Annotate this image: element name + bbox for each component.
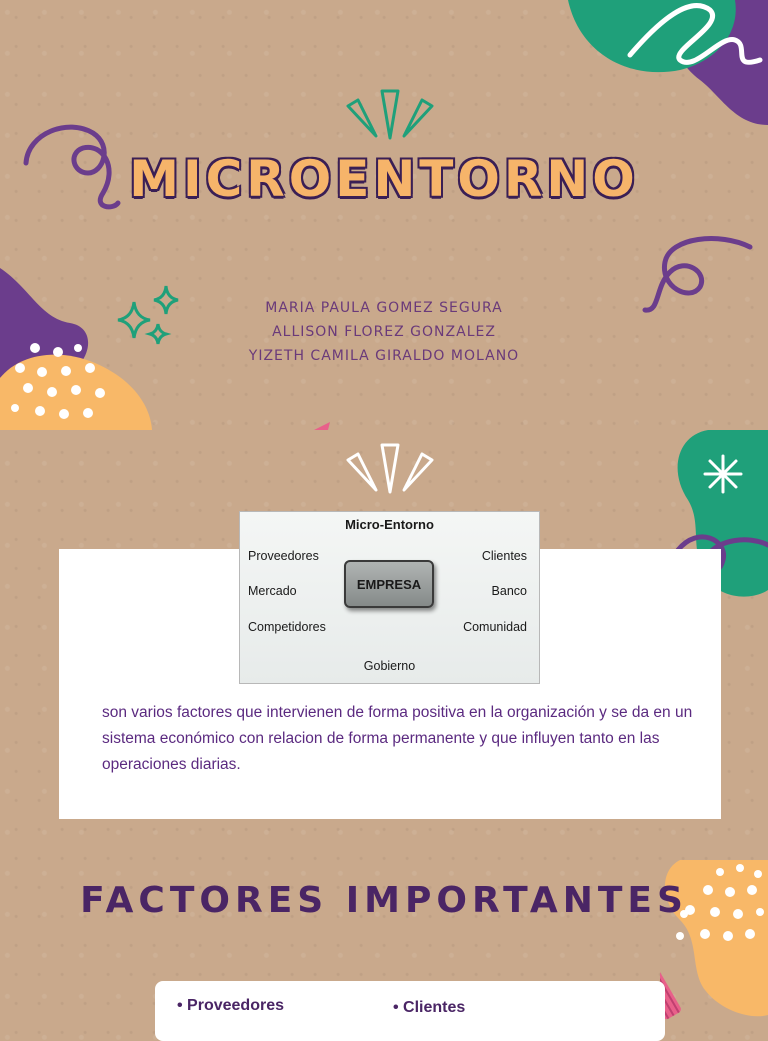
bullet-item-proveedores: • Proveedores: [177, 997, 284, 1014]
diagram-right-2: Banco: [491, 584, 527, 598]
bullet-label: Clientes: [403, 999, 466, 1016]
author-2: ALLISON FLOREZ GONZALEZ: [272, 324, 496, 340]
bullet-item-clientes: • Clientes: [393, 999, 466, 1016]
author-1: MARIA PAULA GOMEZ SEGURA: [265, 300, 503, 316]
description-text: son varios factores que intervienen de forma positiva en la organización y se da en un sistema económico con relacion de forma permanente y que influyen tanto en las operaciones diarias.: [102, 704, 693, 773]
diagram-right-3: Comunidad: [463, 620, 527, 634]
pink-mark-decoration: [312, 420, 332, 432]
sparkle-white-icon: [342, 440, 438, 500]
diagram-left-2: Mercado: [248, 584, 297, 598]
section-title: FACTORES IMPORTANTES: [80, 880, 688, 921]
sparkle-top-icon: [342, 86, 438, 146]
diagram-bottom: Gobierno: [363, 659, 416, 673]
diagram-left-3: Competidores: [248, 620, 326, 634]
bullet-label: Proveedores: [187, 997, 284, 1014]
diagram-left-1: Proveedores: [248, 549, 319, 563]
page-title: MICROENTORNO: [129, 150, 639, 208]
author-3: YIZETH CAMILA GIRALDO MOLANO: [248, 348, 520, 364]
sparkles-green-icon: [112, 282, 184, 354]
empresa-box: EMPRESA: [344, 560, 434, 608]
diagram-right-1: Clientes: [481, 549, 527, 563]
top-right-blob-decoration: [560, 0, 768, 130]
micro-entorno-diagram: [239, 511, 540, 684]
diagram-title: Micro-Entorno: [345, 517, 434, 532]
